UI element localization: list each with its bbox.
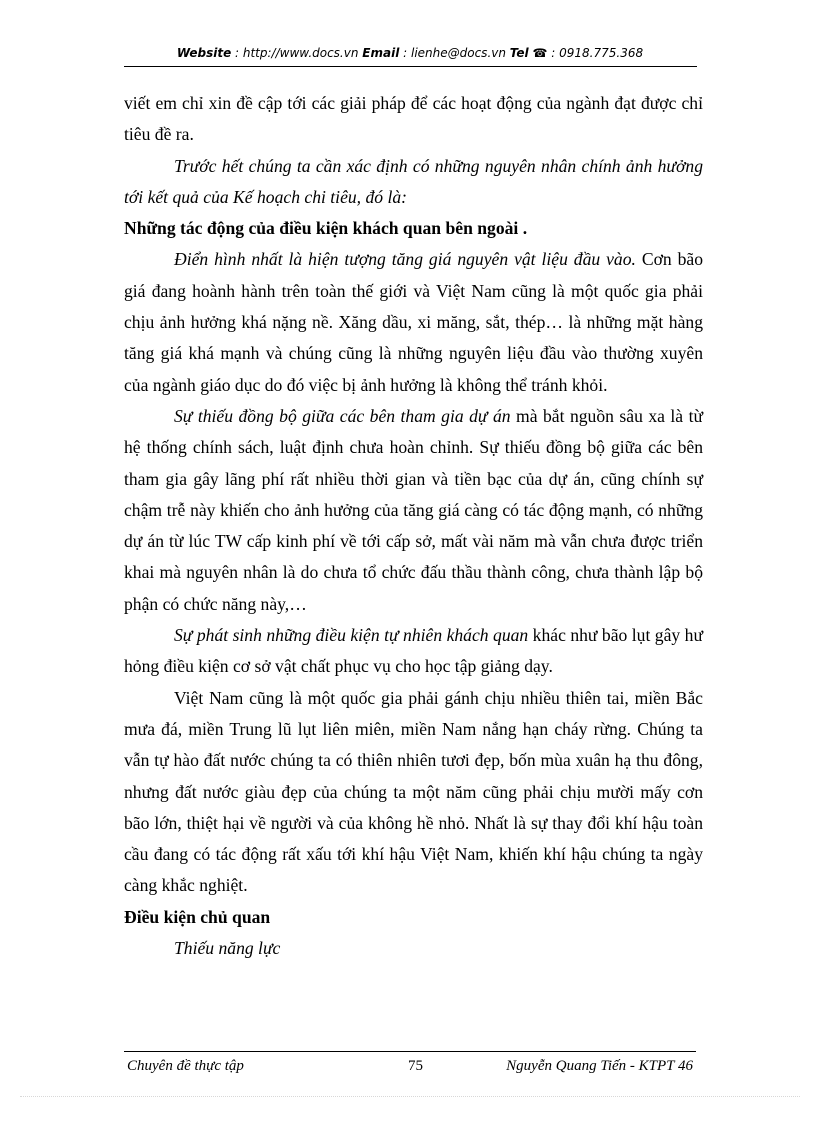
- paragraph-lead-phrase: Sự thiếu đồng bộ giữa các bên tham gia dự án: [174, 405, 511, 426]
- tel-value: : 0918.775.368: [547, 46, 644, 60]
- paragraph-disasters: Việt Nam cũng là một quốc gia phải gánh chịu nhiều thiên tai, miền Bắc mưa đá, miền Trung lũ lụt liên miên, miền Nam nắng hạn cháy rừng. Chúng ta vẫn tự hào đất nước chúng ta có thiên nhiên tươi đẹp, bốn mùa xuân hạ thu đông, nhưng đất nước giàu đẹp của chúng ta một năm cũng phải chịu mười mấy cơn bão lớn, thiệt hại về người và của không hề nhỏ. Nhất là sự thay đổi khí hậu toàn cầu đang có tác động rất xấu tới khí hậu Việt Nam, khiến khí hậu chúng ta ngày càng khắc nghiệt.: [124, 687, 703, 896]
- header-rule: [124, 66, 697, 67]
- paragraph-coordination: [124, 401, 703, 620]
- footer-page-number: 75: [408, 1058, 423, 1074]
- page-header: [124, 46, 696, 60]
- website-value: : http://www.docs.vn: [231, 46, 363, 60]
- tel-label: Tel: [509, 46, 529, 60]
- website-label: Website: [176, 46, 232, 60]
- paragraph-lack-capacity: Thiếu năng lực: [174, 938, 281, 959]
- paragraph-intro: Trước hết chúng ta cần xác định có những nguyên nhân chính ảnh hưởng tới kết quả của Kế hoạch chi tiêu, đó là:: [124, 155, 703, 207]
- footer-doc-title: Chuyên đề thực tập: [127, 1058, 244, 1074]
- section-heading-external: Những tác động của điều kiện khách quan bên ngoài .: [124, 218, 528, 239]
- paragraph-natural-conditions: [124, 620, 703, 683]
- paragraph-lead-phrase: Điển hình nhất là hiện tượng tăng giá nguyên vật liệu đầu vào.: [174, 249, 636, 270]
- paragraph-text: mà bắt nguồn sâu xa là từ hệ thống chính sách, luật định chưa hoàn chỉnh. Sự thiếu đồng bộ giữa các bên tham gia gây lãng phí rất nhiều thời gian và tiền bạc của dự án, cũng chính sự chậm trễ này khiến cho ảnh hưởng của tăng giá càng có tác động mạnh, có những dự án từ lúc TW cấp kinh phí về tới cấp sở, mất vài năm mà vẫn chưa được triển khai mà nguyên nhân là do chưa tổ chức đấu thầu thành công, chưa thành lập bộ phận có chức năng này,…: [124, 405, 703, 614]
- paragraph-price-increase: [124, 244, 703, 400]
- page-body: [124, 88, 703, 964]
- email-label: Email: [362, 46, 400, 60]
- page-edge-divider: [20, 1096, 800, 1097]
- footer-author: Nguyễn Quang Tiến - KTPT 46: [506, 1058, 693, 1074]
- email-value: : lienhe@docs.vn: [399, 46, 510, 60]
- section-heading-internal: Điều kiện chủ quan: [124, 906, 271, 927]
- paragraph-lead-phrase: Sự phát sinh những điều kiện tự nhiên khách quan: [174, 625, 529, 646]
- footer-rule: [124, 1051, 696, 1052]
- page-footer: [127, 1058, 693, 1078]
- paragraph-text: Cơn bão giá đang hoành hành trên toàn thế giới và Việt Nam cũng là một quốc gia phải chịu ảnh hưởng khá nặng nề. Xăng dầu, xi măng, sắt, thép… là những mặt hàng tăng giá khá mạnh và chúng cũng là những nguyên liệu đầu vào thường xuyên của ngành giáo dục do đó việc bị ảnh hưởng là không thể tránh khỏi.: [124, 249, 703, 395]
- paragraph-text: khác như bão lụt gây hư hỏng điều kiện cơ sở vật chất phục vụ cho học tập giảng dạy.: [124, 625, 703, 677]
- paragraph-continuation: viết em chỉ xin đề cập tới các giải pháp để các hoạt động của ngành đạt được chỉ tiêu đề ra.: [124, 93, 703, 145]
- phone-icon: ☎: [532, 46, 548, 60]
